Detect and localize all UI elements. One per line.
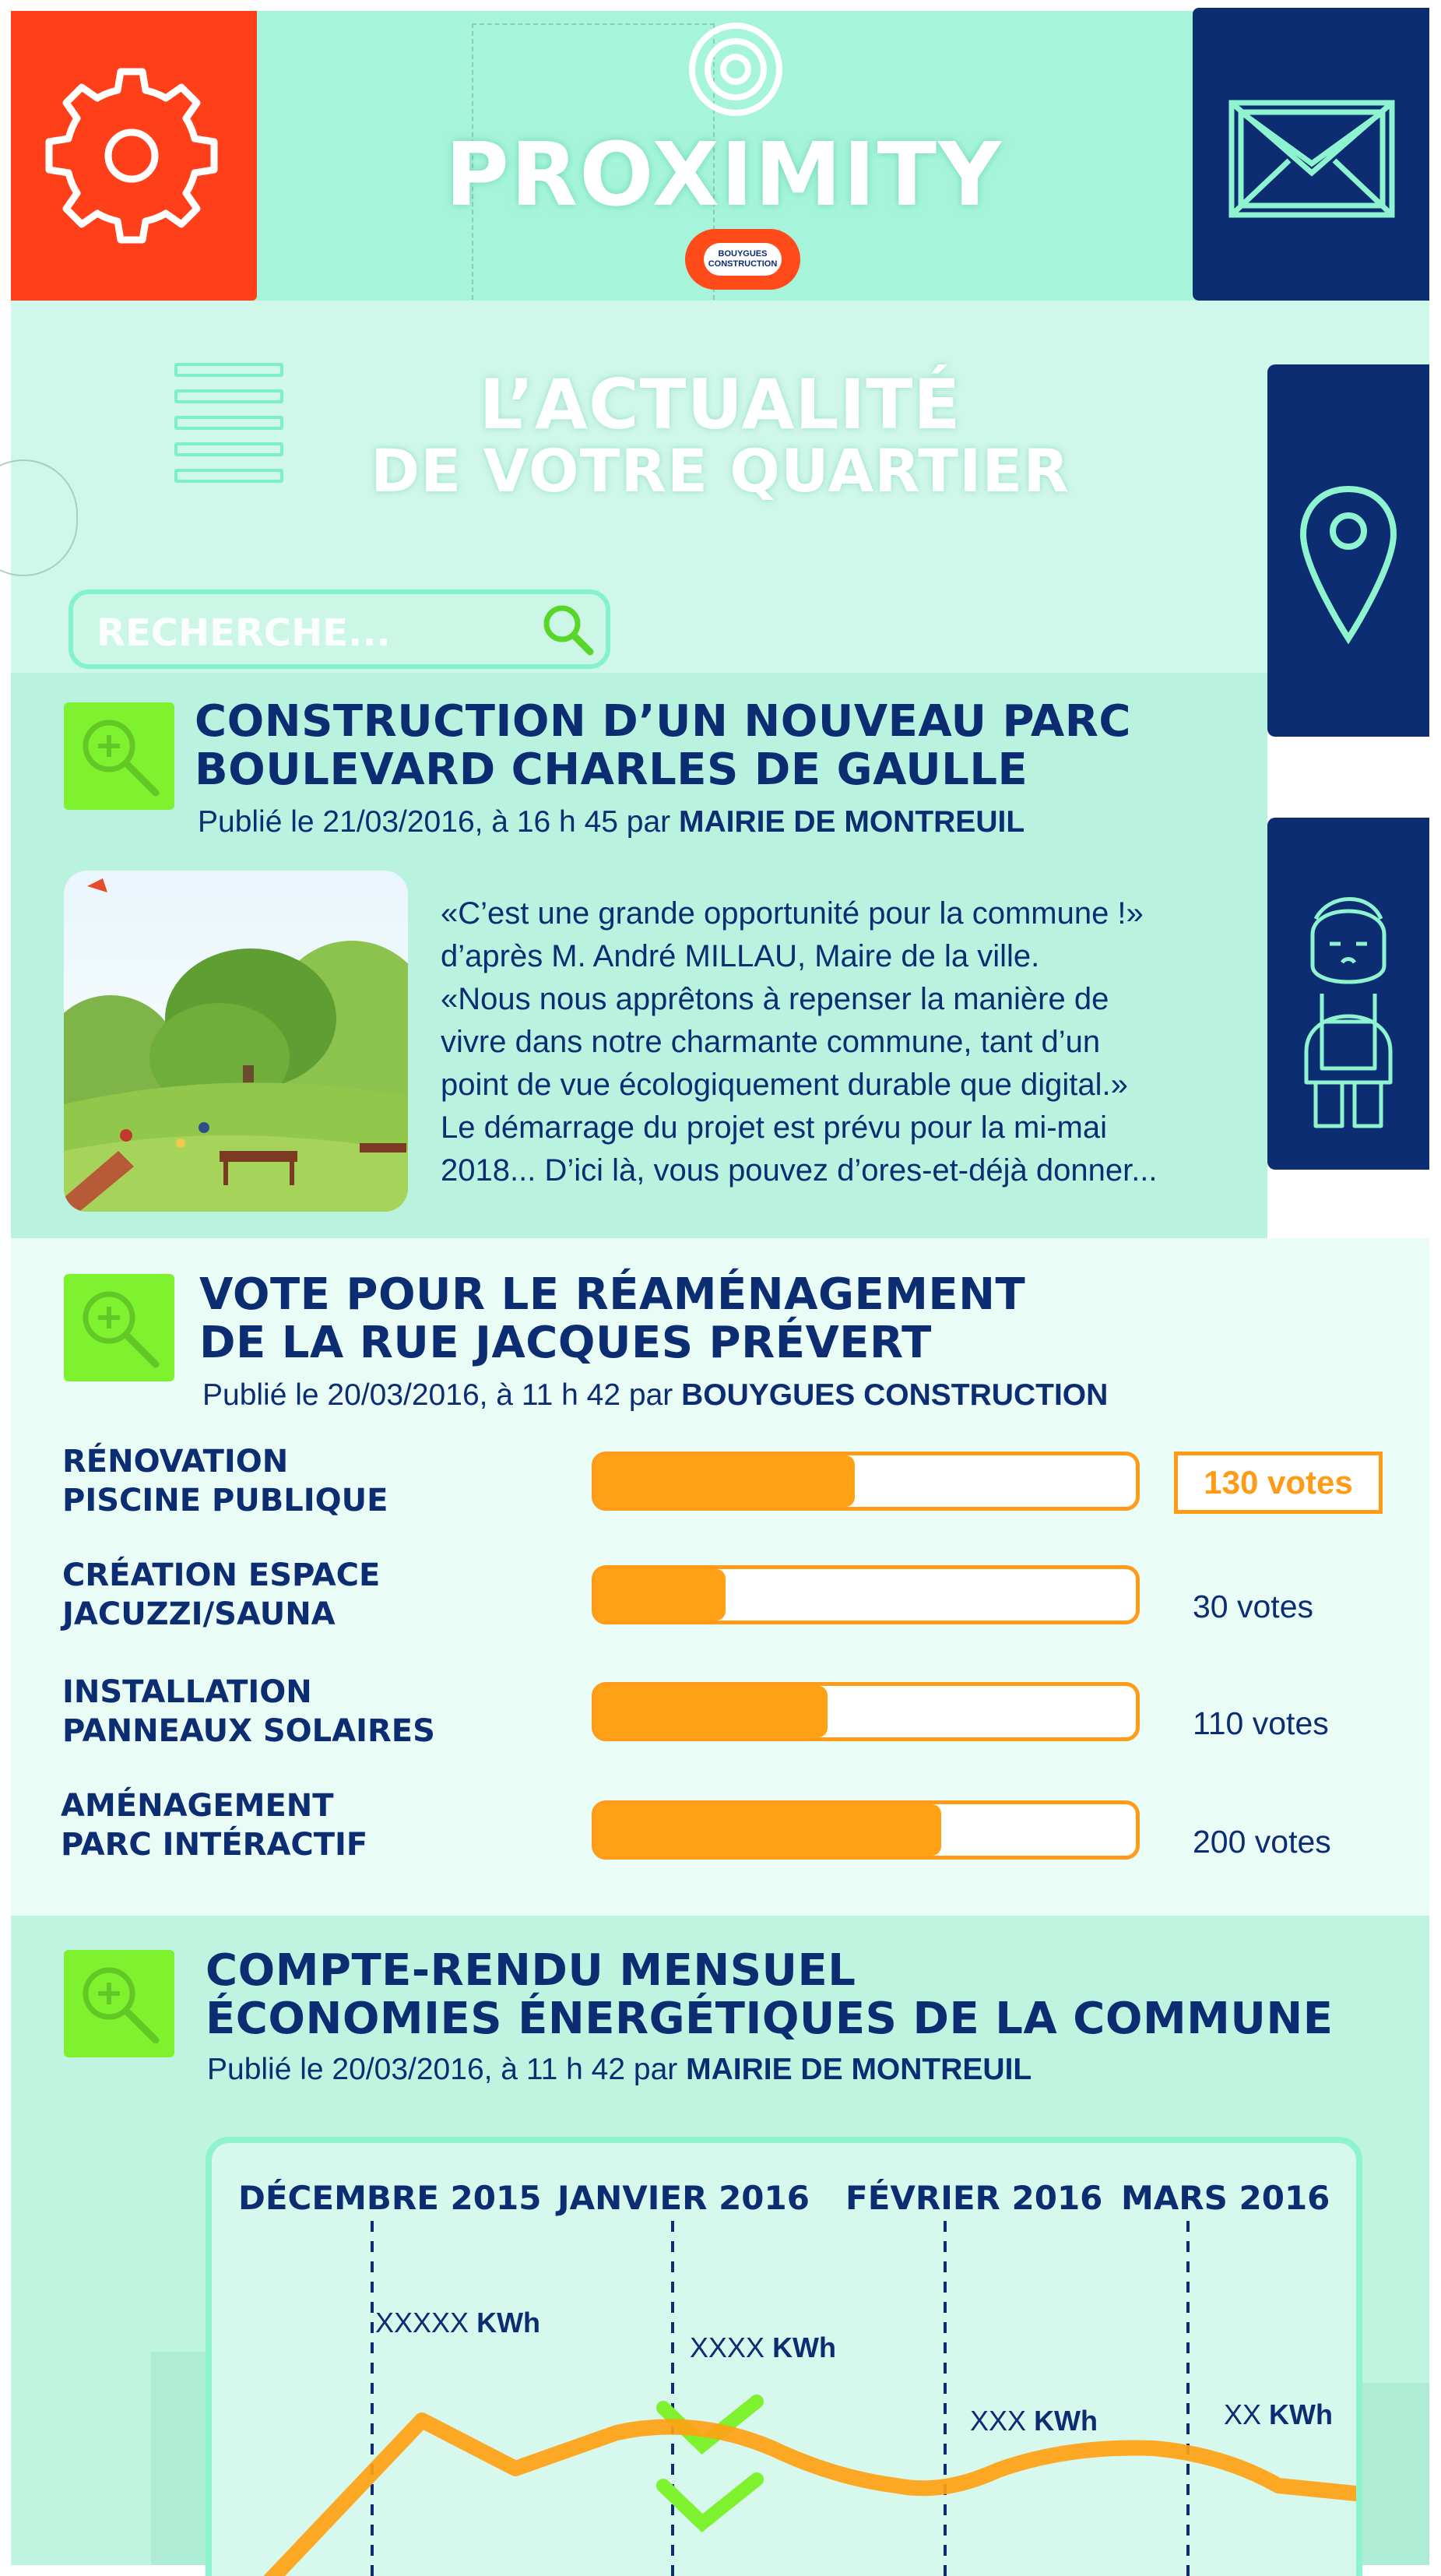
published-date: Publié le 20/03/2016, à 11 h 42 par	[202, 1378, 682, 1412]
hamburger-menu-icon[interactable]	[174, 363, 283, 487]
poll-option-label	[62, 1673, 435, 1751]
poll-option-label	[62, 1442, 388, 1520]
article-author[interactable]: MAIRIE DE MONTREUIL	[686, 2053, 1032, 2086]
poll-option-label-line2: PANNEAUX SOLAIRES	[62, 1713, 435, 1749]
hero-title: L’ACTUALITÉ	[479, 364, 961, 445]
zoom-in-icon	[64, 702, 174, 810]
search-icon[interactable]	[540, 602, 596, 658]
article-author[interactable]: BOUYGUES CONSTRUCTION	[681, 1378, 1109, 1412]
article-meta	[202, 1378, 1108, 1413]
brand-logo	[685, 229, 800, 290]
map-pin-icon	[1267, 364, 1429, 737]
brand-name: BOUYGUES CONSTRUCTION	[704, 243, 782, 276]
search-input[interactable]	[97, 611, 532, 655]
article-meta	[198, 805, 1025, 839]
location-button[interactable]	[1267, 364, 1429, 737]
chart-value: XXX	[970, 2405, 1027, 2437]
chart-value: XXXXX	[375, 2307, 469, 2338]
chart-data-label	[1224, 2398, 1333, 2431]
logo-icon	[685, 19, 786, 120]
poll-option-label-line2: JACUZZI/SAUNA	[62, 1596, 336, 1632]
poll-vote-count: 30 votes	[1193, 1589, 1313, 1624]
poll-option-bar[interactable]	[592, 1452, 1140, 1511]
poll-bar-fill	[596, 1686, 828, 1737]
open-article-button[interactable]	[64, 1950, 174, 2057]
poll-option-label-line1: RÉNOVATION	[62, 1444, 289, 1480]
gear-icon	[11, 11, 257, 301]
excerpt-line: vivre dans notre charmante commune, tant d’un	[441, 1025, 1101, 1059]
article-excerpt	[441, 892, 1266, 1192]
chart-month-label: JANVIER 2016	[557, 2179, 810, 2217]
article-title[interactable]: COMPTE-RENDU MENSUEL	[206, 1945, 856, 1996]
poll-bar-fill	[596, 1455, 855, 1507]
article-title[interactable]: CONSTRUCTION D’UN NOUVEAU PARC	[195, 696, 1131, 747]
published-date: Publié le 21/03/2016, à 16 h 45 par	[198, 805, 679, 839]
envelope-icon	[1193, 8, 1429, 301]
excerpt-line: d’après M. André MILLAU, Maire de la ville.	[441, 939, 1040, 973]
poll-option-bar[interactable]	[592, 1565, 1140, 1624]
zoom-in-icon	[64, 1274, 174, 1381]
poll-option-label-line1: INSTALLATION	[62, 1674, 312, 1710]
user-avatar-icon	[1267, 818, 1429, 1170]
chart-month-label: FÉVRIER 2016	[845, 2179, 1103, 2217]
poll-option-label-line1: AMÉNAGEMENT	[61, 1788, 334, 1824]
excerpt-line: point de vue écologiquement durable que digital.»	[441, 1068, 1128, 1102]
chart-data-label	[690, 2331, 836, 2364]
chart-value: XXXX	[690, 2331, 765, 2363]
zoom-in-icon	[64, 1950, 174, 2057]
article-image[interactable]	[64, 871, 408, 1212]
chart-unit: KWh	[1269, 2398, 1334, 2430]
article-author[interactable]: MAIRIE DE MONTREUIL	[678, 805, 1025, 839]
article-title-line2[interactable]: DE LA RUE JACQUES PRÉVERT	[199, 1318, 932, 1368]
excerpt-line: Le démarrage du projet est prévu pour la mi-mai	[441, 1110, 1107, 1145]
open-article-button[interactable]	[64, 1274, 174, 1381]
poll-option-label	[61, 1786, 367, 1864]
poll-option-label-line2: PISCINE PUBLIQUE	[62, 1483, 388, 1519]
poll-vote-count: 200 votes	[1193, 1824, 1331, 1860]
poll-bar-fill	[596, 1569, 726, 1621]
article-title-line2[interactable]: ÉCONOMIES ÉNERGÉTIQUES DE LA COMMUNE	[206, 1994, 1334, 2044]
chart-data-label	[375, 2307, 540, 2339]
app-title: PROXIMITY	[445, 125, 1003, 226]
chart-data-label	[970, 2405, 1098, 2437]
poll-vote-count-selected: 130 votes	[1174, 1452, 1383, 1514]
published-date: Publié le 20/03/2016, à 11 h 42 par	[207, 2053, 687, 2086]
poll-option-label-line1: CRÉATION ESPACE	[62, 1557, 381, 1593]
settings-button[interactable]	[11, 11, 257, 301]
article-title[interactable]: VOTE POUR LE RÉAMÉNAGEMENT	[199, 1269, 1026, 1320]
chart-month-label: DÉCEMBRE 2015	[238, 2179, 542, 2217]
park-illustration	[64, 871, 408, 1212]
poll-vote-count: 110 votes	[1193, 1705, 1329, 1741]
article-title-line2[interactable]: BOULEVARD CHARLES DE GAULLE	[195, 744, 1028, 795]
excerpt-line: «C’est une grande opportunité pour la commune !»	[441, 896, 1144, 931]
hero-subtitle: DE VOTRE QUARTIER	[371, 436, 1070, 505]
chart-value: XX	[1224, 2398, 1262, 2430]
chart-month-label: MARS 2016	[1121, 2179, 1330, 2217]
chart-unit: KWh	[1034, 2405, 1098, 2437]
poll-option-bar[interactable]	[592, 1800, 1140, 1860]
search-bar	[69, 589, 610, 669]
open-article-button[interactable]	[64, 702, 174, 810]
profile-button[interactable]	[1267, 818, 1429, 1170]
excerpt-line: «Nous nous apprêtons à repenser la manière de	[441, 982, 1109, 1016]
poll-bar-fill	[596, 1804, 941, 1856]
poll-option-bar[interactable]	[592, 1682, 1140, 1741]
chart-series-line	[220, 2420, 1356, 2576]
messages-button[interactable]	[1193, 8, 1429, 301]
article-meta	[207, 2053, 1032, 2087]
excerpt-line[interactable]: 2018... D’ici là, vous pouvez d’ores-et-déjà donner...	[441, 1153, 1158, 1188]
poll-option-label	[62, 1556, 380, 1634]
chart-unit: KWh	[476, 2307, 541, 2338]
poll-option-label-line2: PARC INTÉRACTIF	[61, 1827, 368, 1863]
check-mark-icon	[663, 2479, 757, 2523]
chart-unit: KWh	[772, 2331, 837, 2363]
